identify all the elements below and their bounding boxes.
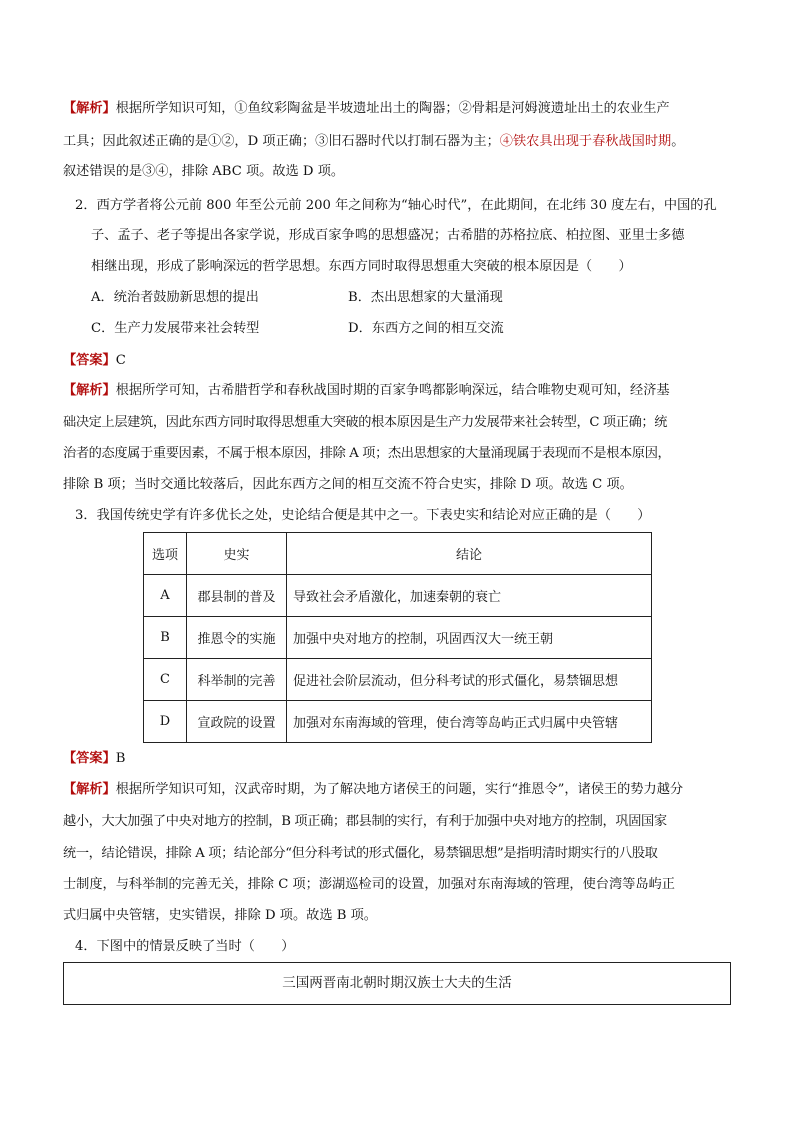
table-cell: B [144,617,187,659]
table-row [144,659,652,701]
highlighted-text: ④铁农具出现于春秋战国时期 [499,134,672,149]
table-cell: 导致社会矛盾激化，加速秦朝的衰亡 [287,575,652,617]
q2-option-b: B．杰出思想家的大量涌现 [348,290,503,305]
q1-analysis-line-1: 【解析】根据所学知识可知，①鱼纹彩陶盆是半坡遗址出土的陶器；②骨耜是河姆渡遗址出土的农业生产 [63,101,670,116]
q1-analysis-line-3: 叙述错误的是③④，排除 ABC 项。故选 D 项。 [63,164,345,179]
table-header-cell: 结论 [287,533,652,575]
analysis-label: 【解析】 [63,782,116,797]
table-cell: 推恩令的实施 [187,617,287,659]
table-row [144,575,652,617]
q2-stem-line-2: 子、孟子、老子等提出各家学说，形成百家争鸣的思想盛况；古希腊的苏格拉底、柏拉图、亚里士多德 [91,228,685,243]
q2-answer: 【答案】C [63,353,126,368]
q2-option-c: C．生产力发展带来社会转型 [91,321,260,336]
question-number: 4． [75,939,97,954]
q3-analysis-line-3: 统一，结论错误，排除 A 项；结论部分“但分科考试的形式僵化，易禁锢思想”是指明清时期实行的八股取 [63,846,658,861]
q1-analysis-line-2: 工具；因此叙述正确的是①②，D 项正确；③旧石器时代以打制石器为主；④铁农具出现于春秋战国时期。 [63,134,685,149]
q3-analysis-line-1: 【解析】根据所学知识可知，汉武帝时期，为了解决地方诸侯王的问题，实行“推恩令”，诸侯王的势力越分 [63,782,684,797]
analysis-label: 【解析】 [63,101,116,116]
table-header-cell: 选项 [144,533,187,575]
table-row [144,701,652,743]
q2-analysis-line-1: 【解析】根据所学可知，古希腊哲学和春秋战国时期的百家争鸣都影响深远，结合唯物史观可知，经济基 [63,383,670,398]
q2-option-a: A．统治者鼓励新思想的提出 [91,290,259,305]
q3-analysis-line-5: 式归属中央管辖，史实错误，排除 D 项。故选 B 项。 [63,908,377,923]
table-header-cell: 史实 [187,533,287,575]
q3-analysis-line-4: 士制度，与科举制的完善无关，排除 C 项；澎湖巡检司的设置，加强对东南海域的管理，使台湾等岛屿正 [63,877,675,892]
table-row [144,617,652,659]
answer-label: 【答案】 [63,751,116,766]
table-cell: 加强对东南海域的管理，使台湾等岛屿正式归属中央管辖 [287,701,652,743]
table-cell: A [144,575,187,617]
table-cell: 加强中央对地方的控制，巩固西汉大一统王朝 [287,617,652,659]
table-cell: 促进社会阶层流动，但分科考试的形式僵化，易禁锢思想 [287,659,652,701]
table-cell: 宣政院的设置 [187,701,287,743]
table-cell: C [144,659,187,701]
q3-answer: 【答案】B [63,751,126,766]
q2-option-d: D．东西方之间的相互交流 [348,321,504,336]
q2-stem-line-3: 相继出现，形成了影响深远的哲学思想。东西方同时取得思想重大突破的根本原因是（ ） [91,259,632,274]
table-header-row [144,533,652,575]
q2-analysis-line-3: 治者的态度属于重要因素，不属于根本原因，排除 A 项；杰出思想家的大量涌现属于表现而不是根本原因， [63,446,671,461]
question-number: 3． [75,508,97,523]
q2-analysis-line-4: 排除 B 项；当时交通比较落后，因此东西方之间的相互交流不符合史实，排除 D 项。故选 C 项。 [63,477,633,492]
table-cell: 郡县制的普及 [187,575,287,617]
table-cell: 科举制的完善 [187,659,287,701]
table-cell: D [144,701,187,743]
q3-table [143,532,652,743]
q2-stem-line-1: 2．西方学者将公元前 800 年至公元前 200 年之间称为“轴心时代”，在此期间，在北纬 30 度左右，中国的孔 [75,192,731,221]
q3-stem: 3．我国传统史学有许多优长之处，史论结合便是其中之一。下表史实和结论对应正确的是（ ） [75,502,731,531]
q3-analysis-line-2: 越小，大大加强了中央对地方的控制，B 项正确；郡县制的实行，有利于加强中央对地方的控制，巩固国家 [63,814,667,829]
q4-caption-box: 三国两晋南北朝时期汉族士大夫的生活 [63,962,731,1005]
q4-stem: 4．下图中的情景反映了当时（ ） [75,933,731,962]
analysis-label: 【解析】 [63,383,116,398]
answer-label: 【答案】 [63,353,116,368]
q2-analysis-line-2: 础决定上层建筑，因此东西方同时取得思想重大突破的根本原因是生产力发展带来社会转型，C 项正确；统 [63,415,668,430]
question-number: 2． [75,198,97,213]
